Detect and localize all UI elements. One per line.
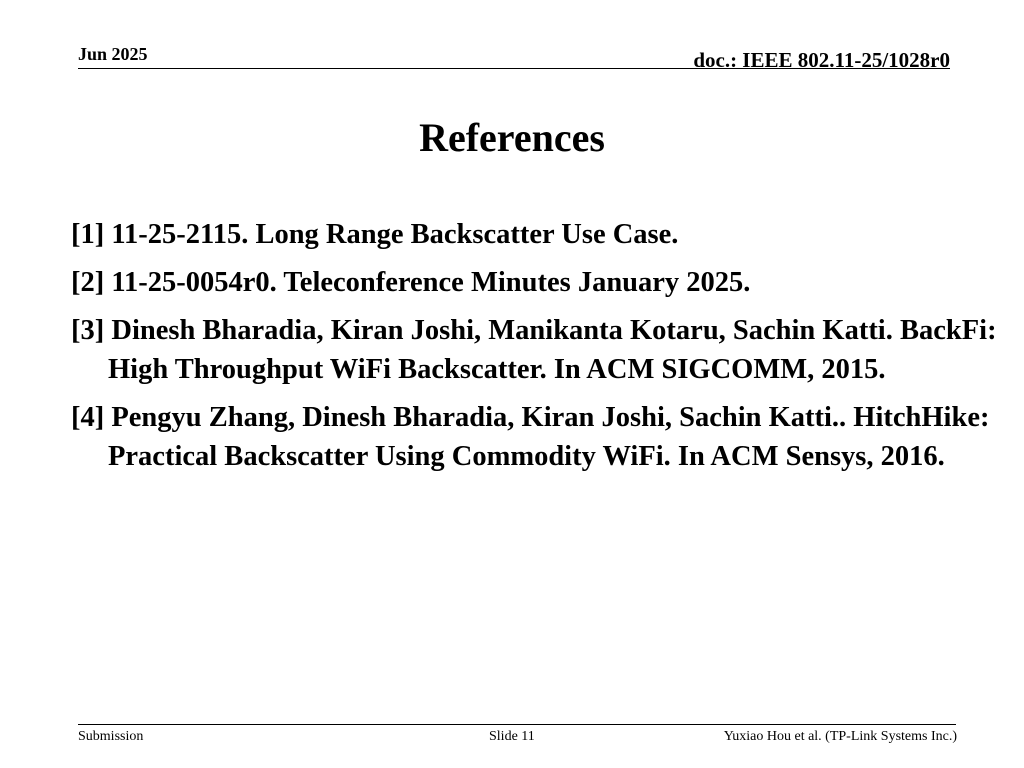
reference-item-1: [1] 11-25-2115. Long Range Backscatter Use Case. <box>71 219 679 250</box>
reference-item-2: [2] 11-25-0054r0. Teleconference Minutes January 2025. <box>71 267 751 298</box>
slide-title: References <box>419 115 605 160</box>
footer-authors: Yuxiao Hou et al. (TP-Link Systems Inc.) <box>723 729 957 744</box>
footer-slide-number: Slide 11 <box>489 729 535 744</box>
footer-divider <box>78 724 956 725</box>
header-divider <box>78 68 950 69</box>
reference-item-4: [4] Pengyu Zhang, Dinesh Bharadia, Kiran Joshi, Sachin Katti.. HitchHike: Practical Backscatter Using Commodity WiFi. In ACM Sensys, 2016. <box>71 402 990 472</box>
footer-submission: Submission <box>78 729 144 744</box>
reference-list <box>71 215 1001 485</box>
header-doc-id: doc.: IEEE 802.11-25/1028r0 <box>693 48 950 72</box>
reference-item-3: [3] Dinesh Bharadia, Kiran Joshi, Manikanta Kotaru, Sachin Katti. BackFi: High Throughput WiFi Backscatter. In ACM SIGCOMM, 2015. <box>71 315 997 385</box>
header-date: Jun 2025 <box>78 44 148 64</box>
